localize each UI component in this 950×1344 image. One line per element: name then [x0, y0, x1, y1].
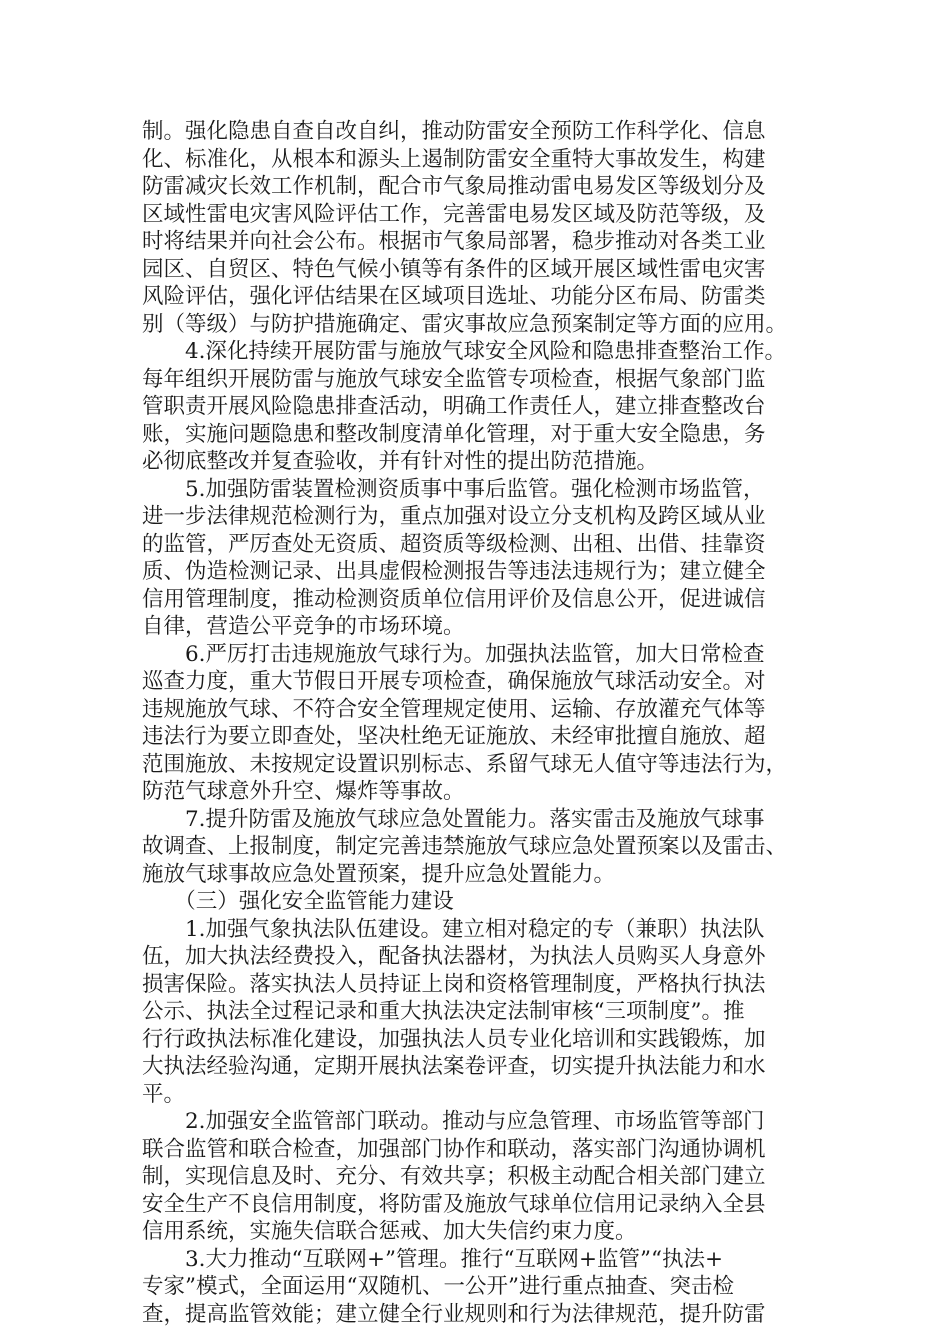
text-line: 公示、执法全过程记录和重大执法决定法制审核“三项制度”。推 — [142, 999, 745, 1024]
text-line: 查，提高监管效能；建立健全行业规则和行为法律规范，提升防雷 — [142, 1301, 766, 1327]
text-line: 制，实现信息及时、充分、有效共享；积极主动配合相关部门建立 — [142, 1164, 766, 1189]
text-line: 必彻底整改并复查验收，并有针对性的提出防范措施。 — [142, 449, 659, 474]
text-line: 制。强化隐患自查自改自纠，推动防雷安全预防工作科学化、信息 — [142, 119, 766, 144]
document-body — [142, 118, 810, 1328]
text-line: 账，实施问题隐患和整改制度清单化管理，对于重大安全隐患，务 — [142, 421, 766, 447]
text-line: 管职责开展风险隐患排查活动，明确工作责任人，建立排查整改台 — [142, 394, 766, 419]
text-line: 6.严厉打击违规施放气球行为。加强执法监管，加大日常检查 — [142, 641, 765, 667]
text-line: 2.加强安全监管部门联动。推动与应急管理、市场监管等部门 — [142, 1109, 765, 1134]
text-line: 信用系统，实施失信联合惩戒、加大失信约束力度。 — [142, 1219, 637, 1244]
section-heading: （三）强化安全监管能力建设 — [142, 889, 454, 914]
text-line: 信用管理制度，推动检测资质单位信用评价及信息公开，促进诚信 — [142, 586, 766, 612]
text-line: 3.大力推动“互联网+”管理。推行“互联网+监管”“执法+ — [142, 1246, 724, 1272]
text-line: 7.提升防雷及施放气球应急处置能力。落实雷击及施放气球事 — [142, 806, 765, 832]
text-line: 园区、自贸区、特色气候小镇等有条件的区域开展区域性雷电灾害 — [142, 256, 766, 282]
text-line: 范围施放、未按规定设置识别标志、系留气球无人值守等违法行为， — [142, 751, 788, 777]
text-line: 伍，加大执法经费投入，配备执法器材，为执法人员购买人身意外 — [142, 944, 766, 969]
text-line: 违法行为要立即查处，坚决杜绝无证施放、未经审批擅自施放、超 — [142, 724, 766, 749]
text-line: 质、伪造检测记录、出具虚假检测报告等违法违规行为；建立健全 — [142, 559, 766, 584]
text-line: 防范气球意外升空、爆炸等事故。 — [142, 779, 465, 804]
text-line: 时将结果并向社会公布。根据市气象局部署，稳步推动对各类工业 — [142, 229, 766, 254]
text-line: 行行政执法标准化建设，加强执法人员专业化培训和实践锻炼，加 — [142, 1026, 766, 1052]
text-line: 防雷减灾长效工作机制，配合市气象局推动雷电易发区等级划分及 — [142, 174, 766, 199]
text-line: 联合监管和联合检查，加强部门协作和联动，落实部门沟通协调机 — [142, 1136, 766, 1162]
text-line: 进一步法律规范检测行为，重点加强对设立分支机构及跨区域从业 — [142, 504, 766, 529]
text-line: 专家”模式，全面运用“双随机、一公开”进行重点抽查、突击检 — [142, 1274, 734, 1299]
text-line: 4.深化持续开展防雷与施放气球安全风险和隐患排查整治工作。 — [142, 339, 787, 364]
text-line: 的监管，严厉查处无资质、超资质等级检测、出租、出借、挂靠资 — [142, 531, 766, 557]
text-line: 施放气球事故应急处置预案，提升应急处置能力。 — [142, 861, 616, 887]
text-line: 大执法经验沟通，定期开展执法案卷评查，切实提升执法能力和水 — [142, 1054, 766, 1079]
text-line: 安全生产不良信用制度，将防雷及施放气球单位信用记录纳入全县 — [142, 1191, 766, 1217]
text-line: 违规施放气球、不符合安全管理规定使用、运输、存放灌充气体等 — [142, 696, 766, 722]
text-line: 每年组织开展防雷与施放气球安全监管专项检查，根据气象部门监 — [142, 366, 766, 392]
text-line: 风险评估，强化评估结果在区域项目选址、功能分区布局、防雷类 — [142, 284, 766, 309]
text-line: 巡查力度，重大节假日开展专项检查，确保施放气球活动安全。对 — [142, 669, 766, 694]
text-line: 损害保险。落实执法人员持证上岗和资格管理制度，严格执行执法 — [142, 971, 766, 997]
text-line: 1.加强气象执法队伍建设。建立相对稳定的专（兼职）执法队 — [142, 916, 765, 942]
text-line: 区域性雷电灾害风险评估工作，完善雷电易发区域及防范等级，及 — [142, 201, 766, 227]
text-line: 5.加强防雷装置检测资质事中事后监管。强化检测市场监管， — [142, 476, 765, 502]
text-line: 别（等级）与防护措施确定、雷灾事故应急预案制定等方面的应用。 — [142, 311, 788, 337]
text-line: 自律，营造公平竞争的市场环境。 — [142, 614, 465, 639]
text-line: 故调查、上报制度，制定完善违禁施放气球应急处置预案以及雷击、 — [142, 834, 788, 859]
text-line: 平。 — [142, 1081, 186, 1107]
text-line: 化、标准化，从根本和源头上遏制防雷安全重特大事故发生，构建 — [142, 146, 766, 172]
